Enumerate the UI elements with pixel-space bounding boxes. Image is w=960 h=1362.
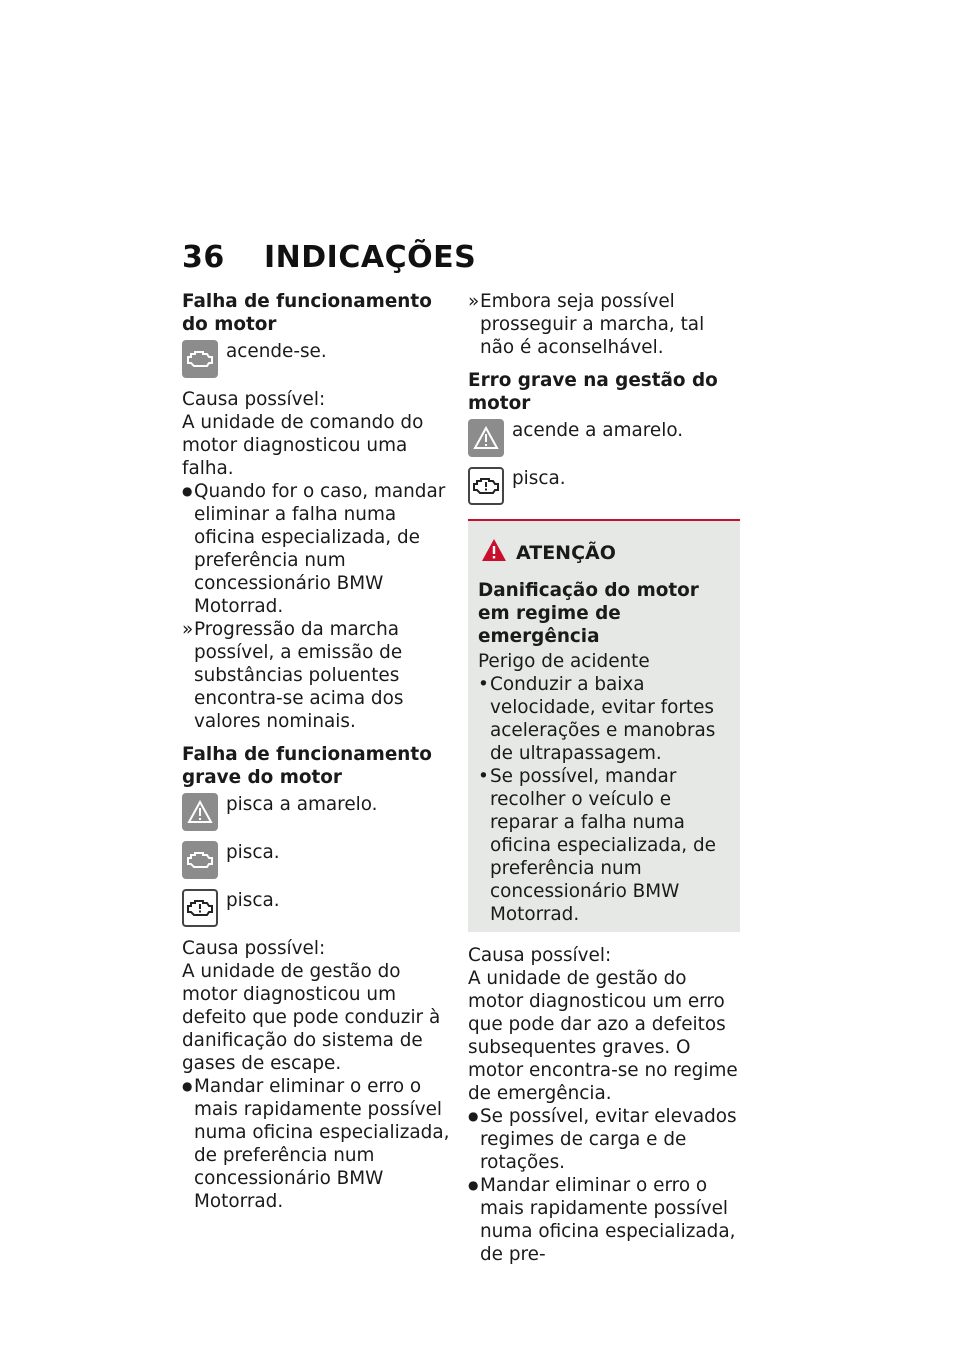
cause-label: Causa possível:: [182, 389, 326, 410]
cause-text: A unidade de gestão do motor diagnosticou um erro que pode dar azo a defeitos subsequentes graves. O motor encontra-se no regime de emergência.: [468, 968, 738, 1104]
result-item: [182, 618, 454, 733]
bullet-marker: ●: [182, 1079, 193, 1093]
indicator-row: [182, 340, 454, 378]
engine-warning-icon: [182, 841, 218, 879]
list-item: [468, 1174, 740, 1266]
warning-risk: Perigo de acidente: [478, 651, 650, 672]
result-item: [468, 290, 740, 359]
section-heading-severe-engine-malfunction: Falha de funcionamento grave do motor: [182, 744, 432, 788]
engine-icon: [468, 467, 504, 505]
list-item-text: Quando for o caso, mandar eliminar a falha numa oficina especializada, de preferência num concessionário BMW Motorrad.: [194, 481, 446, 617]
indicator-text: pisca a amarelo.: [226, 794, 378, 815]
bullet-marker: ●: [182, 484, 193, 498]
result-marker: »: [182, 619, 194, 640]
left-column: [182, 290, 454, 1213]
list-item: [468, 1105, 740, 1174]
warning-title: ATENÇÃO: [516, 541, 616, 564]
engine-warning-icon: [182, 340, 218, 378]
indicator-row: [182, 889, 454, 927]
indicator-text: pisca.: [512, 468, 566, 489]
indicator-text: acende-se.: [226, 341, 327, 362]
cause-text: A unidade de comando do motor diagnosticou uma falha.: [182, 412, 424, 479]
list-item-text: Mandar eliminar o erro o mais rapidamente possível numa oficina especializada, de pre-: [480, 1175, 736, 1265]
warning-header: [480, 537, 732, 569]
result-item-text: Progressão da marcha possível, a emissão de substâncias poluentes encontra-se acima dos valores nominais.: [194, 619, 404, 732]
result-item-text: Embora seja possível prosseguir a marcha, tal não é aconselhável.: [480, 291, 705, 358]
section-heading-severe-engine-error: Erro grave na gestão do motor: [468, 370, 718, 414]
indicator-row: [468, 419, 740, 457]
indicator-row: [182, 841, 454, 879]
list-item: [478, 673, 732, 765]
warning-box: [468, 519, 740, 932]
section-heading-engine-malfunction: Falha de funcionamento do motor: [182, 291, 432, 335]
indicator-row: [468, 467, 740, 505]
right-column: [468, 290, 740, 1266]
list-item: [182, 1075, 454, 1213]
list-item-text: Se possível, evitar elevados regimes de carga e de rotações.: [480, 1106, 737, 1173]
cause-label: Causa possível:: [468, 945, 612, 966]
list-item-text: Conduzir a baixa velocidade, evitar fortes acelerações e manobras de ultrapassagem.: [490, 674, 716, 764]
engine-icon: [182, 889, 218, 927]
page-header: [182, 240, 476, 275]
page-number: 36: [182, 240, 225, 275]
bullet-marker: ●: [468, 1109, 479, 1123]
warning-red-icon: [480, 537, 508, 569]
bullet-marker: ●: [468, 1178, 479, 1192]
result-marker: »: [468, 291, 480, 312]
bullet-marker: •: [478, 766, 489, 787]
bullet-marker: •: [478, 674, 489, 695]
cause-label: Causa possível:: [182, 938, 326, 959]
warning-subtitle: Danificação do motor em regime de emergência: [478, 580, 699, 647]
indicator-row: [182, 793, 454, 831]
warning-triangle-icon: [468, 419, 504, 457]
list-item-text: Se possível, mandar recolher o veículo e reparar a falha numa oficina especializada, de preferência num concessionário BMW Motorrad.: [490, 766, 716, 925]
indicator-text: acende a amarelo.: [512, 420, 684, 441]
cause-text: A unidade de gestão do motor diagnosticou um defeito que pode conduzir à danificação do sistema de gases de escape.: [182, 961, 441, 1074]
warning-triangle-icon: [182, 793, 218, 831]
chapter-title: INDICAÇÕES: [264, 240, 477, 275]
list-item: [478, 765, 732, 926]
list-item-text: Mandar eliminar o erro o mais rapidamente possível numa oficina especializada, de preferência num concessionário BMW Motorrad.: [194, 1076, 450, 1212]
list-item: [182, 480, 454, 618]
indicator-text: pisca.: [226, 842, 280, 863]
indicator-text: pisca.: [226, 890, 280, 911]
